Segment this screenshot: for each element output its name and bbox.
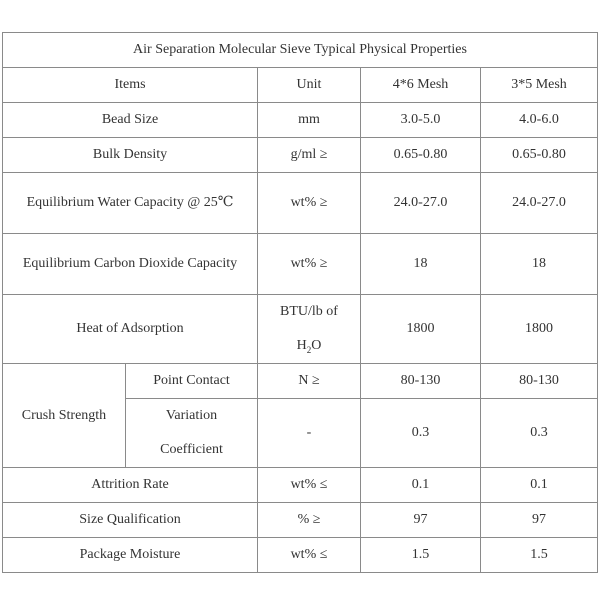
row-unit: wt% ≥ xyxy=(258,234,361,295)
row-label: Attrition Rate xyxy=(3,468,258,503)
header-items: Items xyxy=(3,68,258,103)
row-label: Equilibrium Water Capacity @ 25℃ xyxy=(3,173,258,234)
row-unit: wt% ≤ xyxy=(258,468,361,503)
row-unit: wt% ≤ xyxy=(258,538,361,573)
sub-label-line2: Coefficient xyxy=(160,442,223,457)
sub-label-line1: Variation xyxy=(165,408,218,423)
row-unit: mm xyxy=(258,103,361,138)
row-value: 0.3 xyxy=(481,399,598,468)
row-unit: - xyxy=(258,399,361,468)
row-unit: % ≥ xyxy=(258,503,361,538)
row-label: Heat of Adsorption xyxy=(3,295,258,364)
row-label: Crush Strength xyxy=(3,364,126,468)
table-row xyxy=(3,538,598,573)
row-label: Bulk Density xyxy=(3,138,258,173)
row-unit: N ≥ xyxy=(258,364,361,399)
table-row xyxy=(3,173,598,234)
row-label: Size Qualification xyxy=(3,503,258,538)
row-value: 1800 xyxy=(481,295,598,364)
unit-line2 xyxy=(258,329,360,363)
properties-table xyxy=(2,32,598,573)
row-value: 0.1 xyxy=(361,468,481,503)
row-label: Package Moisture xyxy=(3,538,258,573)
sub-label xyxy=(126,399,258,468)
table-row xyxy=(3,234,598,295)
row-unit: wt% ≥ xyxy=(258,173,361,234)
row-value: 0.3 xyxy=(361,399,481,468)
row-value: 18 xyxy=(481,234,598,295)
table-row xyxy=(3,295,598,364)
row-unit xyxy=(258,295,361,364)
row-value: 97 xyxy=(361,503,481,538)
row-value: 4.0-6.0 xyxy=(481,103,598,138)
header-4x6-mesh: 4*6 Mesh xyxy=(361,68,481,103)
unit-o: O xyxy=(311,338,322,353)
table-row xyxy=(3,138,598,173)
unit-line1: BTU/lb of xyxy=(280,304,338,319)
row-value: 80-130 xyxy=(481,364,598,399)
row-value: 1800 xyxy=(361,295,481,364)
row-label: Bead Size xyxy=(3,103,258,138)
table-row xyxy=(3,364,598,399)
sub-label: Point Contact xyxy=(126,364,258,399)
header-row xyxy=(3,68,598,103)
row-value: 80-130 xyxy=(361,364,481,399)
row-value: 24.0-27.0 xyxy=(481,173,598,234)
unit-h: H xyxy=(296,338,307,353)
table-row xyxy=(3,468,598,503)
row-value: 0.1 xyxy=(481,468,598,503)
header-unit: Unit xyxy=(258,68,361,103)
row-value: 0.65-0.80 xyxy=(481,138,598,173)
row-value: 24.0-27.0 xyxy=(361,173,481,234)
table-row xyxy=(3,503,598,538)
row-value: 1.5 xyxy=(481,538,598,573)
unit-subscript: 2 xyxy=(306,344,312,355)
row-value: 97 xyxy=(481,503,598,538)
row-unit: g/ml ≥ xyxy=(258,138,361,173)
row-value: 1.5 xyxy=(361,538,481,573)
table-row xyxy=(3,103,598,138)
row-value: 18 xyxy=(361,234,481,295)
row-label: Equilibrium Carbon Dioxide Capacity xyxy=(3,234,258,295)
table-title: Air Separation Molecular Sieve Typical Physical Properties xyxy=(3,33,598,68)
row-value: 3.0-5.0 xyxy=(361,103,481,138)
row-value: 0.65-0.80 xyxy=(361,138,481,173)
header-3x5-mesh: 3*5 Mesh xyxy=(481,68,598,103)
